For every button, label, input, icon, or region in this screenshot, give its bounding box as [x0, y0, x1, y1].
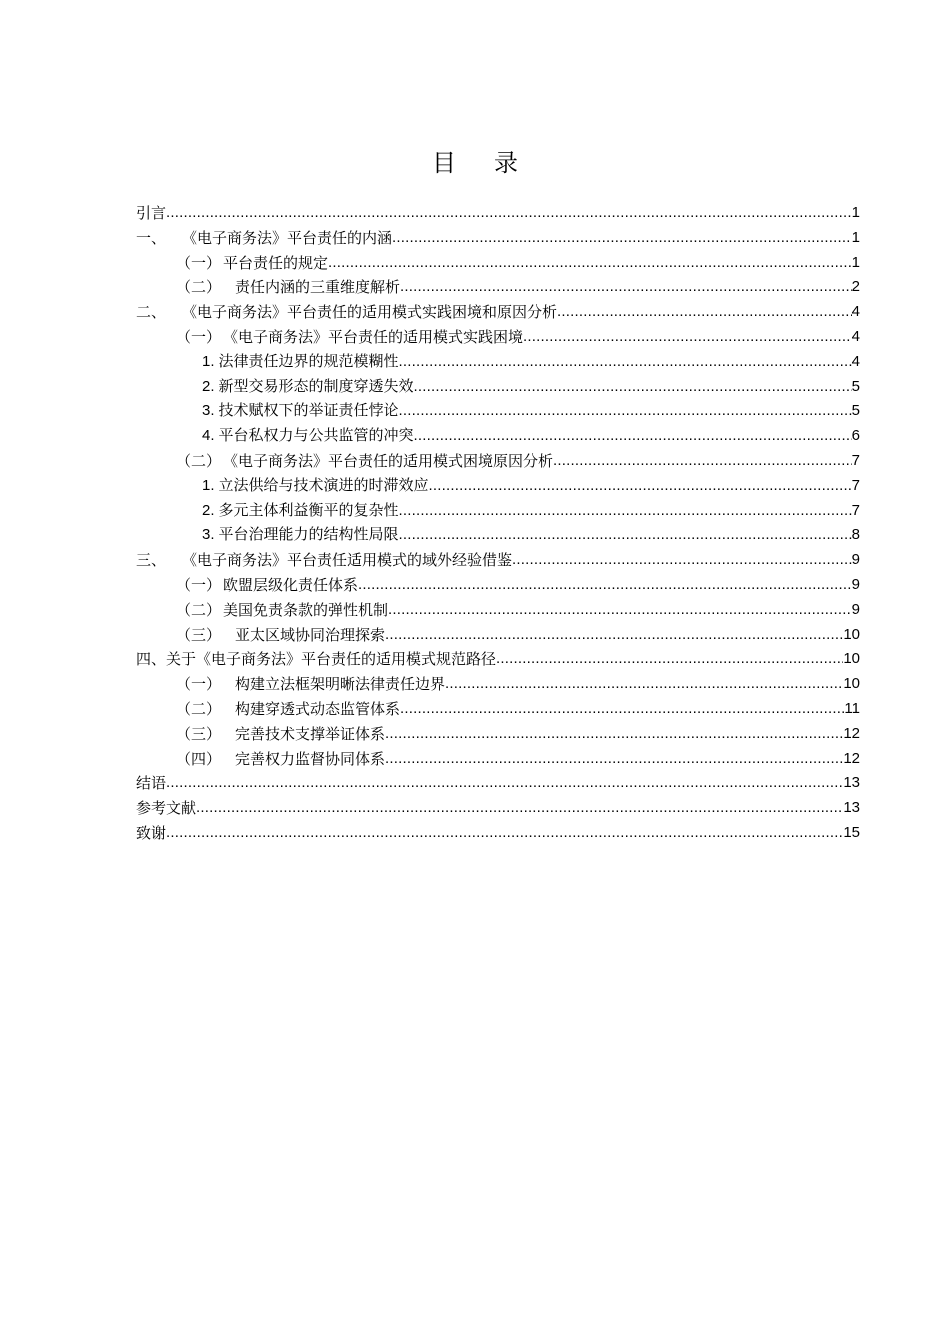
toc-entry-text: [136, 796, 196, 821]
toc-entry-label: 关于《电子商务法》平台责任的适用模式规范路径: [166, 650, 497, 669]
toc-entry-number: 四、: [136, 650, 167, 669]
toc-dot-leader: [328, 251, 852, 276]
toc-page-number: 7: [851, 501, 860, 519]
toc-title-char-2: 录: [494, 149, 518, 177]
toc-entry-text: [136, 771, 166, 796]
toc-entry-text: [202, 424, 414, 449]
toc-dot-leader: [385, 747, 843, 772]
toc-entry[interactable]: [136, 474, 860, 499]
toc-entry-text: [176, 449, 553, 474]
toc-dot-leader: [400, 697, 844, 722]
toc-entry-label: 引言: [136, 204, 167, 222]
toc-dot-leader: [358, 573, 852, 598]
toc-entry-text: [202, 474, 429, 499]
toc-page-number: 9: [851, 551, 860, 569]
toc-entry[interactable]: [136, 573, 860, 598]
toc-dot-leader: [388, 598, 852, 623]
toc-entry-label: 结语: [136, 774, 167, 793]
toc-entry-text: [176, 251, 328, 276]
toc-entry-text: [176, 573, 358, 598]
toc-entry-number: （一）: [176, 675, 222, 694]
toc-dot-leader: [385, 623, 843, 648]
toc-entry-label: 平台私权力与公共监管的冲突: [218, 426, 414, 445]
toc-entry-text: [176, 325, 523, 350]
toc-entry[interactable]: [136, 325, 860, 350]
toc-entry[interactable]: [136, 201, 860, 226]
toc-dot-leader: [557, 300, 852, 325]
toc-entry-label: 致谢: [136, 823, 167, 842]
toc-entry-number: 2.: [202, 501, 215, 519]
toc-dot-leader: [523, 325, 852, 350]
toc-page-number: 15: [843, 823, 860, 841]
toc-title-char-1: 目: [432, 149, 456, 177]
toc-page-number: 7: [851, 451, 860, 469]
toc-dot-leader: [399, 523, 852, 548]
toc-entry-text: [136, 300, 557, 325]
toc-entry-text: [202, 499, 399, 524]
toc-entry-label: 平台治理能力的结构性局限: [218, 525, 399, 544]
toc-entry[interactable]: [136, 672, 860, 697]
toc-entry-label: 美国免责条款的弹性机制: [223, 600, 389, 619]
toc-entry[interactable]: [136, 275, 860, 300]
toc-entry[interactable]: [136, 523, 860, 548]
toc-page-number: 9: [851, 600, 860, 618]
toc-entry-number: （二）: [176, 699, 222, 718]
toc-entry-text: [202, 399, 399, 424]
toc-dot-leader: [166, 821, 843, 846]
toc-dot-leader: [166, 771, 843, 796]
toc-entry-text: [202, 350, 399, 375]
toc-entry[interactable]: [136, 722, 860, 747]
toc-entry-label: 责任内涵的三重维度解析: [235, 278, 401, 297]
toc-entry[interactable]: [136, 399, 860, 424]
toc-entry-label: 亚太区域协同治理探索: [235, 625, 386, 644]
toc-entry[interactable]: [136, 424, 860, 449]
toc-page-number: 2: [851, 278, 860, 296]
toc-entry-label: 技术赋权下的举证责任悖论: [218, 401, 399, 420]
toc-entry-number: 1.: [202, 352, 215, 370]
toc-entry-number: 三、: [136, 551, 167, 570]
toc-entry-number: （一）: [176, 253, 222, 272]
toc-entry-number: （二）: [176, 600, 222, 619]
toc-page-number: 8: [851, 526, 860, 544]
toc-entry-label: 参考文献: [136, 799, 197, 818]
toc-entry-number: （一）: [176, 575, 222, 594]
toc-entry[interactable]: [136, 647, 860, 672]
toc-entry[interactable]: [136, 796, 860, 821]
toc-page-number: 10: [843, 675, 860, 693]
toc-entry-text: [176, 697, 400, 722]
toc-entry-label: 《电子商务法》平台责任的内涵: [182, 228, 393, 247]
toc-entry-label: 新型交易形态的制度穿透失效: [218, 376, 414, 395]
toc-entry[interactable]: [136, 375, 860, 400]
table-of-contents: [136, 201, 860, 846]
toc-entry-label: 《电子商务法》平台责任的适用模式困境原因分析: [223, 451, 554, 470]
toc-entry-number: 3.: [202, 402, 215, 420]
toc-title: [0, 146, 950, 180]
toc-dot-leader: [414, 375, 852, 400]
toc-page-number: 12: [843, 749, 860, 767]
toc-entry[interactable]: [136, 251, 860, 276]
toc-entry-label: 构建立法框架明晰法律责任边界: [235, 675, 446, 694]
toc-entry-number: 二、: [136, 303, 167, 322]
toc-dot-leader: [399, 350, 852, 375]
toc-page-number: 1: [851, 228, 860, 246]
toc-page-number: 7: [851, 476, 860, 494]
toc-page-number: 11: [844, 699, 860, 717]
toc-entry-number: （一）: [176, 327, 222, 346]
toc-entry-number: （三）: [176, 625, 222, 644]
toc-entry[interactable]: [136, 499, 860, 524]
toc-entry-text: [176, 722, 385, 747]
toc-entry-number: （四）: [176, 749, 222, 768]
toc-page-number: 1: [851, 204, 860, 221]
toc-entry-number: 2.: [202, 377, 215, 395]
toc-entry-text: [176, 747, 385, 772]
toc-page-number: 6: [851, 427, 860, 445]
toc-entry[interactable]: [136, 771, 860, 796]
toc-page-number: 4: [851, 327, 860, 345]
toc-page-number: 10: [843, 625, 860, 643]
toc-entry-text: [136, 548, 512, 573]
toc-entry-text: [176, 672, 445, 697]
toc-entry[interactable]: [136, 548, 860, 573]
toc-dot-leader: [496, 647, 843, 672]
toc-dot-leader: [445, 672, 843, 697]
toc-entry-label: 立法供给与技术演进的时滞效应: [218, 475, 429, 494]
toc-page-number: 5: [851, 402, 860, 420]
toc-entry-number: （三）: [176, 724, 222, 743]
toc-page-number: 5: [851, 377, 860, 395]
toc-entry-label: 构建穿透式动态监管体系: [235, 699, 401, 718]
toc-entry[interactable]: [136, 747, 860, 772]
toc-page-number: 13: [843, 799, 860, 817]
toc-dot-leader: [512, 548, 852, 573]
toc-entry-number: 4.: [202, 427, 215, 445]
toc-entry-text: [136, 647, 496, 672]
toc-page-number: 12: [843, 724, 860, 742]
toc-dot-leader: [399, 499, 852, 524]
toc-dot-leader: [553, 449, 852, 474]
toc-entry-label: 欧盟层级化责任体系: [223, 575, 359, 594]
toc-dot-leader: [399, 399, 852, 424]
toc-entry-label: 法律责任边界的规范模糊性: [218, 351, 399, 370]
toc-entry-number: （二）: [176, 278, 222, 297]
toc-entry[interactable]: [136, 300, 860, 325]
toc-dot-leader: [400, 275, 852, 300]
toc-dot-leader: [385, 722, 843, 747]
toc-entry-label: 多元主体利益衡平的复杂性: [218, 500, 399, 519]
toc-entry-text: [176, 275, 400, 300]
toc-dot-leader: [196, 796, 843, 821]
toc-entry-text: [176, 623, 385, 648]
toc-entry[interactable]: [136, 623, 860, 648]
toc-entry-text: [202, 375, 414, 400]
toc-entry-number: （二）: [176, 451, 222, 470]
toc-entry-text: [202, 523, 399, 548]
toc-entry[interactable]: [136, 598, 860, 623]
toc-entry-label: 《电子商务法》平台责任的适用模式实践困境: [223, 327, 524, 346]
toc-dot-leader: [392, 226, 852, 251]
toc-entry-label: 平台责任的规定: [223, 253, 329, 272]
toc-entry-text: [136, 201, 166, 226]
toc-entry[interactable]: [136, 697, 860, 722]
toc-page-number: 9: [851, 575, 860, 593]
toc-entry-number: 1.: [202, 476, 215, 494]
toc-dot-leader: [166, 201, 852, 226]
toc-entry-text: [136, 821, 166, 846]
toc-entry-number: 3.: [202, 526, 215, 544]
toc-page-number: 4: [851, 352, 860, 370]
toc-entry[interactable]: [136, 350, 860, 375]
toc-entry-number: 一、: [136, 228, 167, 247]
toc-entry[interactable]: [136, 449, 860, 474]
toc-entry-label: 《电子商务法》平台责任的适用模式实践困境和原因分析: [182, 303, 558, 322]
toc-page-number: 4: [851, 303, 860, 321]
toc-entry-text: [136, 226, 392, 251]
toc-dot-leader: [429, 474, 852, 499]
toc-entry-label: 完善技术支撑举证体系: [235, 724, 386, 743]
toc-page-number: 13: [843, 774, 860, 792]
toc-entry[interactable]: [136, 226, 860, 251]
toc-entry-label: 《电子商务法》平台责任适用模式的域外经验借鉴: [182, 551, 513, 570]
toc-dot-leader: [414, 424, 852, 449]
toc-entry-text: [176, 598, 388, 623]
toc-entry[interactable]: [136, 821, 860, 846]
toc-entry-label: 完善权力监督协同体系: [235, 749, 386, 768]
toc-page-number: 10: [843, 650, 860, 668]
toc-page-number: 1: [851, 253, 860, 271]
